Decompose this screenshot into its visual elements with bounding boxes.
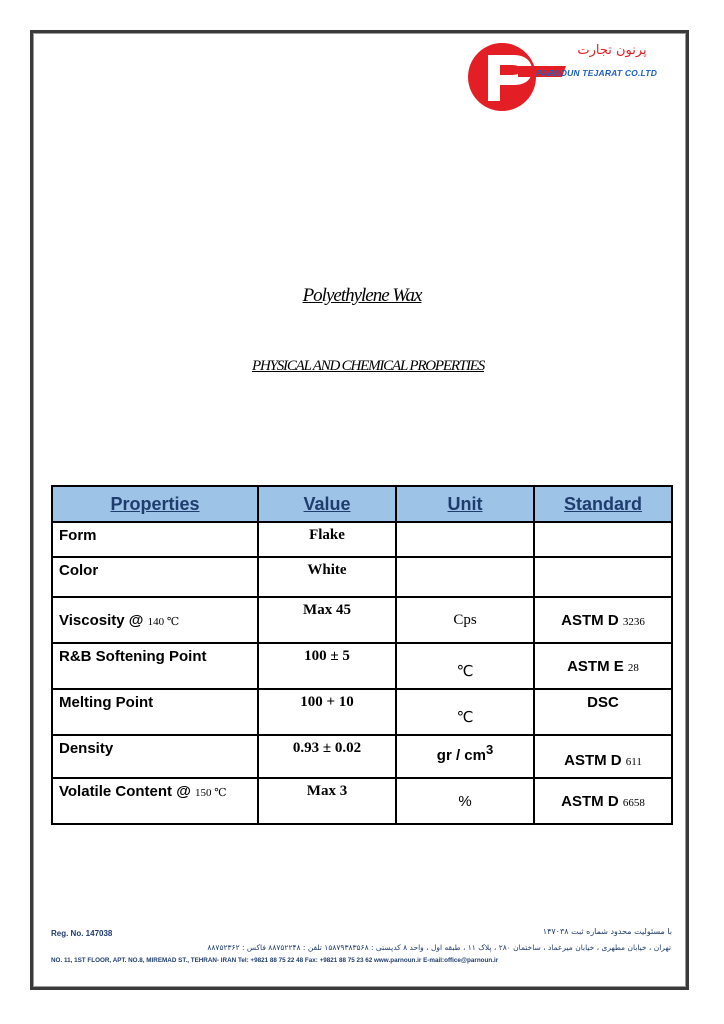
table-row <box>52 557 672 597</box>
unit-cell: ℃ <box>396 643 534 689</box>
property-condition: 150 ℃ <box>195 787 227 799</box>
property-cell: Form <box>52 522 258 557</box>
property-cell: R&B Softening Point <box>52 643 258 689</box>
address-persian: تهران ، خیابان مطهری ، خیابان میرعماد ، ساختمان ۲۸۰ ، پلاک ۱۱ ، طبقه اول ، واحد ۸ کدپستی : ۱۵۸۷۹۳۸۳۵۶۸ تلفن : ۸۸۷۵۲۲۴۸ فاکس : ۸۸۷۵۲۳۶۲ <box>207 943 671 952</box>
unit-cell <box>396 735 534 778</box>
unit-label: gr / cm <box>436 747 486 764</box>
table-header-row <box>52 486 672 522</box>
standard-cell: DSC <box>534 689 672 735</box>
value-cell: 100 ± 5 <box>258 643 396 689</box>
unit-cell <box>396 557 534 597</box>
header-standard: Standard <box>534 486 672 522</box>
unit-cell: % <box>396 778 534 824</box>
value-cell: Max 45 <box>258 597 396 643</box>
property-cell: Melting Point <box>52 689 258 735</box>
standard-label: ASTM D <box>561 611 623 629</box>
document-title: Polyethylene Wax <box>302 285 422 306</box>
value-cell: 0.93 ± 0.02 <box>258 735 396 778</box>
registration-number: Reg. No. 147038 <box>51 929 113 938</box>
property-label: Viscosity @ <box>59 611 148 629</box>
table-row <box>52 735 672 778</box>
standard-label: ASTM E <box>567 657 628 675</box>
value-cell: Flake <box>258 522 396 557</box>
standard-number: 6658 <box>622 796 645 809</box>
standard-cell <box>534 778 672 824</box>
address-english: NO. 11, 1ST FLOOR, APT. NO.8, MIREMAD ST., TEHRAN- IRAN Tel: +9821 88 75 22 48 Fax: +9821 88 75 23 62 www.parnoun.ir E-mail:office@parnoun.ir <box>51 957 499 964</box>
standard-number: 3236 <box>622 615 645 628</box>
registration-persian: با مسئولیت محدود شماره ثبت ۱۴۷۰۳۸ <box>542 927 672 936</box>
value-cell: 100 + 10 <box>258 689 396 735</box>
standard-cell <box>534 643 672 689</box>
property-label: Volatile Content @ <box>59 783 196 800</box>
standard-label: ASTM D <box>561 792 623 810</box>
property-condition: 140 ℃ <box>147 615 180 628</box>
table-row <box>52 643 672 689</box>
table-row <box>52 522 672 557</box>
unit-cell: ℃ <box>396 689 534 735</box>
document-subtitle: PHYSICAL AND CHEMICAL PROPERTIES <box>251 358 485 374</box>
standard-cell <box>534 522 672 557</box>
unit-cell: Cps <box>396 597 534 643</box>
table-row <box>52 689 672 735</box>
property-cell: Density <box>52 735 258 778</box>
standard-cell <box>534 557 672 597</box>
logo-english-text: PARNOUN TEJARAT CO.LTD <box>536 68 658 78</box>
property-cell <box>52 597 258 643</box>
property-cell: Color <box>52 557 258 597</box>
standard-cell <box>534 735 672 778</box>
header-unit: Unit <box>396 486 534 522</box>
standard-label: ASTM D <box>564 752 626 769</box>
logo-persian-text: پرنون تجارت <box>577 43 647 58</box>
value-cell: White <box>258 557 396 597</box>
standard-cell <box>534 597 672 643</box>
properties-table <box>51 485 673 825</box>
header-properties: Properties <box>52 486 258 522</box>
unit-superscript: 3 <box>485 742 494 757</box>
header-value: Value <box>258 486 396 522</box>
unit-cell <box>396 522 534 557</box>
company-logo <box>466 41 671 113</box>
value-cell: Max 3 <box>258 778 396 824</box>
property-cell <box>52 778 258 824</box>
standard-number: 28 <box>627 661 639 674</box>
table-row <box>52 597 672 643</box>
standard-number: 611 <box>625 756 642 768</box>
table-row <box>52 778 672 824</box>
